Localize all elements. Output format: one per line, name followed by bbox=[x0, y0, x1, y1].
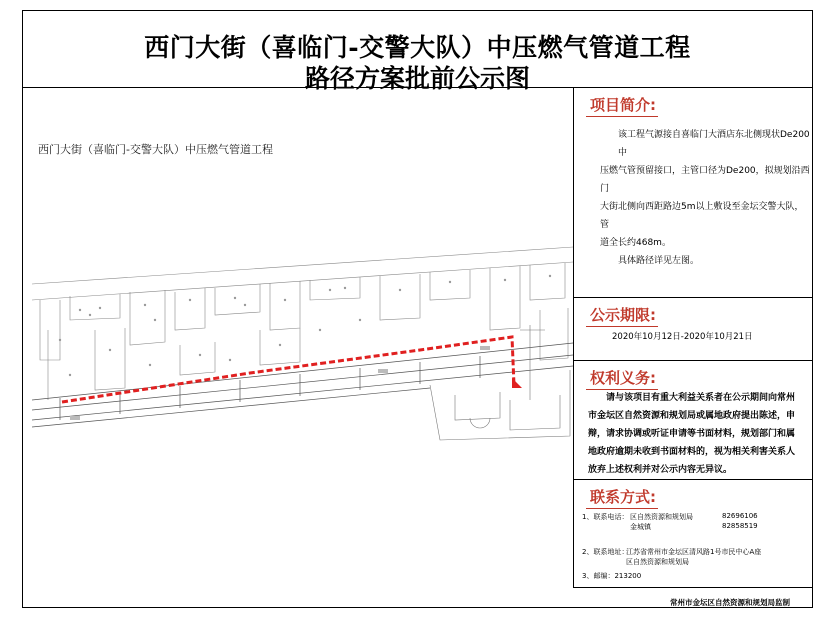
footer-org: 常州市金坛区自然资源和规划局监制 bbox=[670, 598, 790, 607]
road-label-marker bbox=[378, 369, 388, 373]
contact-title-underline bbox=[586, 508, 658, 509]
contact-phone-label: 1、联系电话： bbox=[582, 513, 629, 521]
contact-phone-2: 82858519 bbox=[722, 522, 758, 530]
rights-line-5: 放弃上述权利并对公示内容无异议。 bbox=[588, 465, 733, 475]
contact-org-1: 区自然资源和规划局 bbox=[630, 513, 693, 521]
rights-line-1: 请与该项目有重大利益关系者在公示期间向常州 bbox=[606, 393, 796, 403]
map-caption: 西门大街（喜临门-交警大队）中压燃气管道工程 bbox=[38, 143, 273, 156]
intro-line-1: 该工程气源接自喜临门大酒店东北侧现状De200中 bbox=[618, 130, 810, 158]
vegetation-dots bbox=[59, 275, 551, 376]
period-text: 2020年10月12日-2020年10月21日 bbox=[612, 332, 753, 342]
intro-title: 项目简介: bbox=[590, 96, 656, 114]
section-period bbox=[573, 297, 813, 361]
contact-address-label: 2、联系地址： bbox=[582, 548, 629, 556]
rights-line-3: 辩，请求协调或听证申请等书面材料，规划部门和属 bbox=[588, 429, 796, 439]
intro-title-underline bbox=[586, 116, 658, 117]
rights-title: 权利义务: bbox=[590, 369, 656, 387]
contact-address-1: 江苏省常州市金坛区清风路1号市民中心A座 bbox=[626, 548, 762, 556]
intro-line-4: 道全长约468m。 bbox=[600, 238, 671, 248]
contact-zip: 3、邮编：213200 bbox=[582, 572, 642, 580]
south-blocks bbox=[430, 325, 570, 440]
intro-line-2: 压燃气管预留接口，主管口径为De200，拟规划沿西门 bbox=[600, 166, 810, 194]
contact-address-2: 区自然资源和规划局 bbox=[626, 558, 689, 566]
period-title: 公示期限: bbox=[590, 306, 656, 324]
gas-pipeline-route bbox=[62, 337, 514, 402]
route-end-marker bbox=[512, 378, 522, 388]
main-street bbox=[32, 343, 573, 427]
rights-line-4: 地政府逾期未收到书面材料的，视为相关利害关系人 bbox=[588, 447, 796, 457]
contact-org-2: 金城镇 bbox=[630, 523, 651, 531]
intro-line-5: 具体路径详见左图。 bbox=[618, 256, 700, 266]
road-label-marker bbox=[480, 346, 490, 350]
intro-body bbox=[600, 126, 810, 270]
north-blocks bbox=[32, 247, 573, 400]
rights-body bbox=[588, 389, 810, 479]
period-title-underline bbox=[586, 326, 658, 327]
section-contact bbox=[573, 479, 813, 588]
road-label-marker bbox=[70, 416, 80, 420]
contact-title: 联系方式: bbox=[590, 488, 656, 506]
section-rights bbox=[573, 360, 813, 480]
rights-line-2: 市金坛区自然资源和规划局或属地政府提出陈述，申 bbox=[588, 411, 796, 421]
section-intro bbox=[573, 88, 813, 298]
title-line-2: 路径方案批前公示图 bbox=[304, 64, 530, 93]
contact-phone-1: 82696106 bbox=[722, 512, 758, 520]
intro-line-3: 大街北侧向西距路边5m以上敷设至金坛交警大队，管 bbox=[600, 202, 804, 230]
title-line-1: 西门大街（喜临门-交警大队）中压燃气管道工程 bbox=[144, 33, 691, 62]
